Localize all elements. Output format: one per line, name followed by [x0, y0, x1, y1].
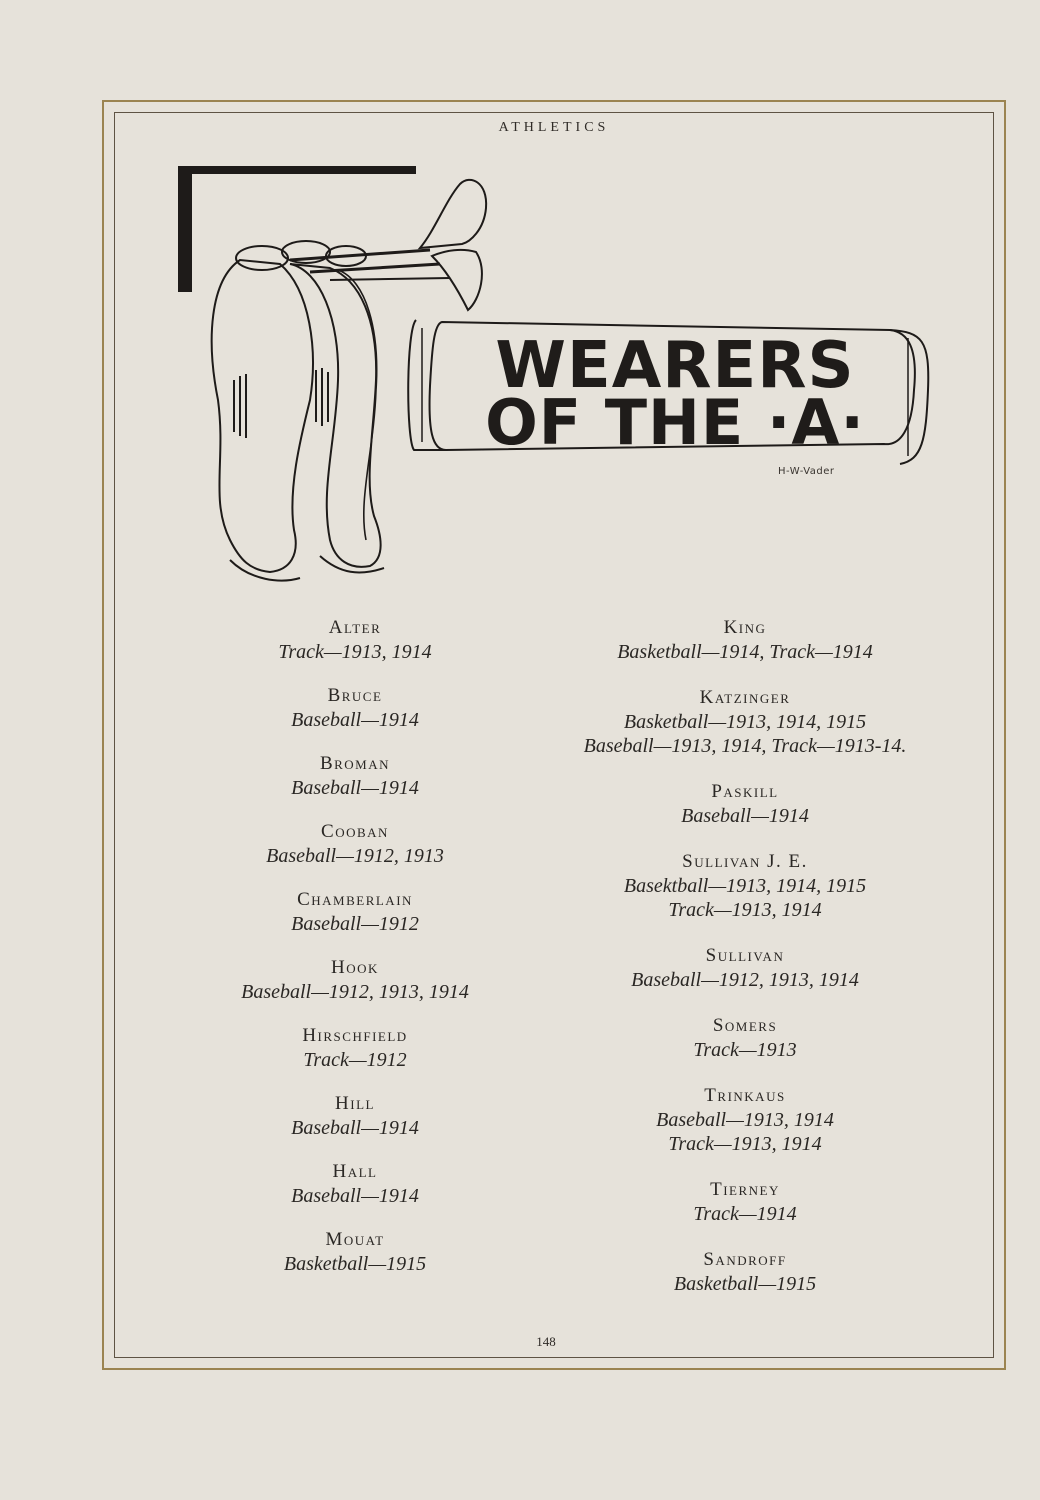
athlete-name: Sullivan J. E. — [682, 851, 808, 872]
letters-awarded: Baseball—1914 — [291, 1185, 419, 1207]
letters-awarded: Basketball—1913, 1914, 1915 — [623, 711, 867, 733]
athlete-name: Hall — [332, 1161, 378, 1182]
letters-awarded: Baseball—1914 — [291, 1117, 419, 1139]
list-item — [560, 780, 930, 828]
letters-awarded: Basketball—1915 — [283, 1253, 427, 1275]
title-line-2: OF THE ·A· — [485, 386, 865, 459]
list-item — [200, 956, 510, 1004]
athlete-name: Sullivan — [705, 945, 785, 966]
list-item — [560, 1178, 930, 1226]
list-item — [200, 1160, 510, 1208]
letters-awarded: Basektball—1913, 1914, 1915 — [623, 875, 867, 897]
athlete-name: Tierney — [710, 1179, 780, 1200]
letters-awarded: Track—1913, 1914 — [668, 1133, 822, 1155]
title-line-1: WEARERS — [495, 329, 855, 403]
athlete-name: Hook — [331, 957, 379, 978]
letters-awarded: Baseball—1914 — [681, 805, 809, 827]
letters-awarded: Track—1913, 1914 — [668, 899, 822, 921]
list-item — [560, 616, 930, 664]
list-item — [560, 686, 930, 758]
athlete-name: Hill — [335, 1093, 375, 1114]
list-item — [560, 944, 930, 992]
list-item — [200, 820, 510, 868]
list-item — [560, 850, 930, 922]
letters-awarded: Baseball—1914 — [291, 777, 419, 799]
letters-awarded: Baseball—1914 — [291, 709, 419, 731]
athlete-name: Bruce — [327, 685, 383, 706]
letters-awarded: Baseball—1913, 1914, Track—1913-14. — [583, 735, 907, 757]
athlete-name: Chamberlain — [297, 889, 413, 910]
list-item — [200, 1228, 510, 1276]
letters-awarded: Basketball—1915 — [673, 1273, 817, 1295]
athlete-name: Mouat — [325, 1229, 385, 1250]
athlete-name: Alter — [328, 617, 382, 638]
list-item — [200, 752, 510, 800]
athlete-name: Somers — [712, 1015, 778, 1036]
letters-awarded: Track—1913, 1914 — [278, 641, 432, 663]
athlete-name: King — [723, 617, 767, 638]
athlete-name: Trinkaus — [704, 1085, 786, 1106]
list-item — [200, 1092, 510, 1140]
athlete-name: Broman — [319, 753, 391, 774]
list-item — [200, 888, 510, 936]
letters-awarded: Baseball—1912, 1913, 1914 — [631, 969, 859, 991]
letters-awarded: Baseball—1912 — [291, 913, 419, 935]
letters-awarded: Basketball—1914, Track—1914 — [617, 641, 873, 663]
athlete-name: Sandroff — [703, 1249, 787, 1270]
letters-awarded: Track—1914 — [693, 1203, 797, 1225]
list-item — [560, 1014, 930, 1062]
right-column-list — [560, 616, 930, 1318]
list-item — [560, 1248, 930, 1296]
left-column-list — [200, 616, 510, 1296]
athlete-name: Paskill — [711, 781, 779, 802]
page-number: 148 — [536, 1334, 556, 1349]
athlete-name: Hirschfield — [302, 1025, 408, 1046]
athlete-name: Katzinger — [699, 687, 791, 708]
letters-awarded: Baseball—1912, 1913 — [266, 845, 444, 867]
list-item — [200, 616, 510, 664]
letters-awarded: Baseball—1912, 1913, 1914 — [241, 981, 469, 1003]
athlete-name: Cooban — [321, 821, 389, 842]
running-head: ATHLETICS — [498, 120, 610, 135]
list-item — [200, 684, 510, 732]
letters-awarded: Track—1912 — [303, 1049, 407, 1071]
artist-signature: H-W-Vader — [778, 466, 835, 477]
list-item — [200, 1024, 510, 1072]
letters-awarded: Track—1913 — [693, 1039, 797, 1061]
list-item — [560, 1084, 930, 1156]
letters-awarded: Baseball—1913, 1914 — [656, 1109, 834, 1131]
